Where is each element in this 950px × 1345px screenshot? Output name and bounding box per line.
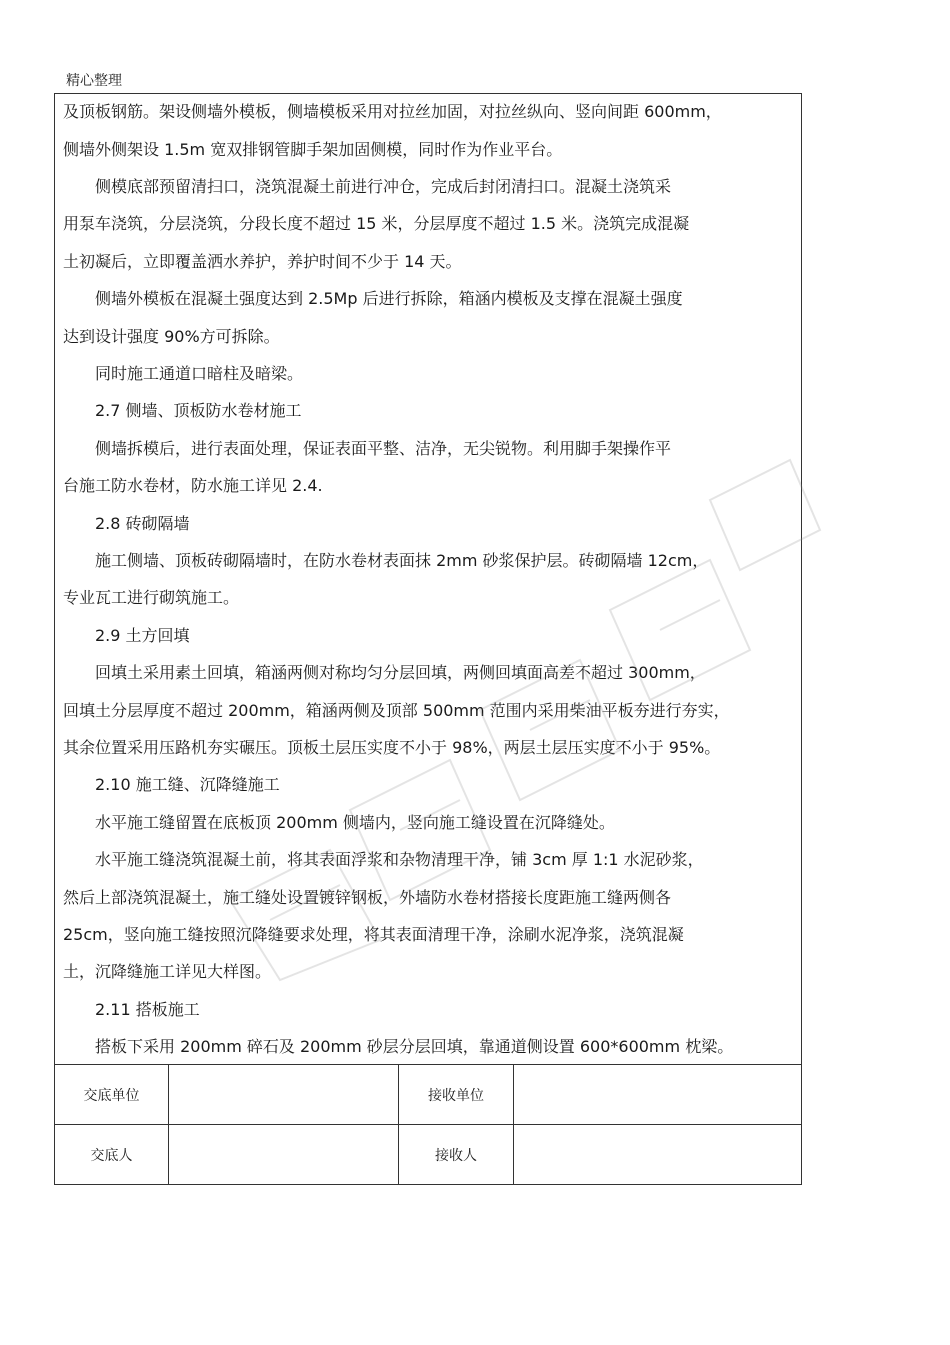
paragraph-line: 专业瓦工进行砌筑施工。 bbox=[63, 588, 240, 607]
paragraph-line: 水平施工缝浇筑混凝土前，将其表面浮浆和杂物清理干净，铺 3cm 厚 1:1 水泥砂浆， bbox=[63, 850, 704, 869]
paragraph-line: 回填土分层厚度不超过 200mm，箱涵两侧及顶部 500mm 范围内采用柴油平板夯进行夯实， bbox=[63, 701, 730, 720]
label-handover-person: 交底人 bbox=[55, 1125, 169, 1185]
paragraph-line: 其余位置采用压路机夯实碾压。顶板土层压实度不小于 98%，两层土层压实度不小于 95%。 bbox=[63, 738, 721, 757]
value-receiving-person[interactable] bbox=[514, 1125, 801, 1185]
signature-row-person bbox=[55, 1125, 801, 1185]
header-note: 精心整理 bbox=[66, 73, 122, 89]
label-handover-unit: 交底单位 bbox=[55, 1065, 169, 1124]
value-handover-person[interactable] bbox=[169, 1125, 399, 1185]
value-receiving-unit[interactable] bbox=[514, 1065, 801, 1124]
document-frame bbox=[54, 93, 802, 1185]
section-heading: 2.7 侧墙、顶板防水卷材施工 bbox=[63, 401, 302, 420]
value-handover-unit[interactable] bbox=[169, 1065, 399, 1124]
signature-row-unit bbox=[55, 1065, 801, 1125]
section-heading: 2.8 砖砌隔墙 bbox=[63, 514, 190, 533]
paragraph-line: 用泵车浇筑，分层浇筑，分段长度不超过 15 米，分层厚度不超过 1.5 米。浇筑完成混凝 bbox=[63, 214, 690, 233]
paragraph-line: 侧墙外侧架设 1.5m 宽双排钢管脚手架加固侧模，同时作为作业平台。 bbox=[63, 140, 563, 159]
signature-table bbox=[55, 1064, 801, 1184]
section-heading: 2.11 搭板施工 bbox=[63, 1000, 200, 1019]
document-body bbox=[55, 94, 801, 1064]
paragraph-line: 及顶板钢筋。架设侧墙外模板，侧墙模板采用对拉丝加固，对拉丝纵向、竖向间距 600mm， bbox=[63, 102, 722, 121]
paragraph-line: 达到设计强度 90%方可拆除。 bbox=[63, 327, 280, 346]
section-heading: 2.10 施工缝、沉降缝施工 bbox=[63, 775, 280, 794]
paragraph-line: 搭板下采用 200mm 碎石及 200mm 砂层分层回填，靠通道侧设置 600*600mm 枕梁。 bbox=[63, 1037, 734, 1056]
paragraph-line: 同时施工通道口暗柱及暗梁。 bbox=[63, 364, 304, 383]
paragraph-line: 侧模底部预留清扫口，浇筑混凝土前进行冲仓，完成后封闭清扫口。混凝土浇筑采 bbox=[63, 177, 672, 196]
paragraph-line: 然后上部浇筑混凝土，施工缝处设置镀锌钢板，外墙防水卷材搭接长度距施工缝两侧各 bbox=[63, 888, 672, 907]
paragraph-line: 施工侧墙、顶板砖砌隔墙时，在防水卷材表面抹 2mm 砂浆保护层。砖砌隔墙 12cm， bbox=[63, 551, 709, 570]
label-receiving-unit: 接收单位 bbox=[399, 1065, 514, 1124]
label-receiving-person: 接收人 bbox=[399, 1125, 514, 1185]
paragraph-line: 25cm，竖向施工缝按照沉降缝要求处理，将其表面清理干净，涂刷水泥净浆，浇筑混凝 bbox=[63, 925, 684, 944]
section-heading: 2.9 土方回填 bbox=[63, 626, 190, 645]
paragraph-line: 土，沉降缝施工详见大样图。 bbox=[63, 962, 272, 981]
paragraph-line: 水平施工缝留置在底板顶 200mm 侧墙内，竖向施工缝设置在沉降缝处。 bbox=[63, 813, 615, 832]
paragraph-line: 台施工防水卷材，防水施工详见 2.4. bbox=[63, 476, 323, 495]
paragraph-line: 侧墙外模板在混凝土强度达到 2.5Mp 后进行拆除，箱涵内模板及支撑在混凝土强度 bbox=[63, 289, 683, 308]
paragraph-line: 回填土采用素土回填，箱涵两侧对称均匀分层回填，两侧回填面高差不超过 300mm， bbox=[63, 663, 706, 682]
paragraph-line: 侧墙拆模后，进行表面处理，保证表面平整、洁净，无尖锐物。利用脚手架操作平 bbox=[63, 439, 672, 458]
paragraph-line: 土初凝后，立即覆盖洒水养护，养护时间不少于 14 天。 bbox=[63, 252, 462, 271]
